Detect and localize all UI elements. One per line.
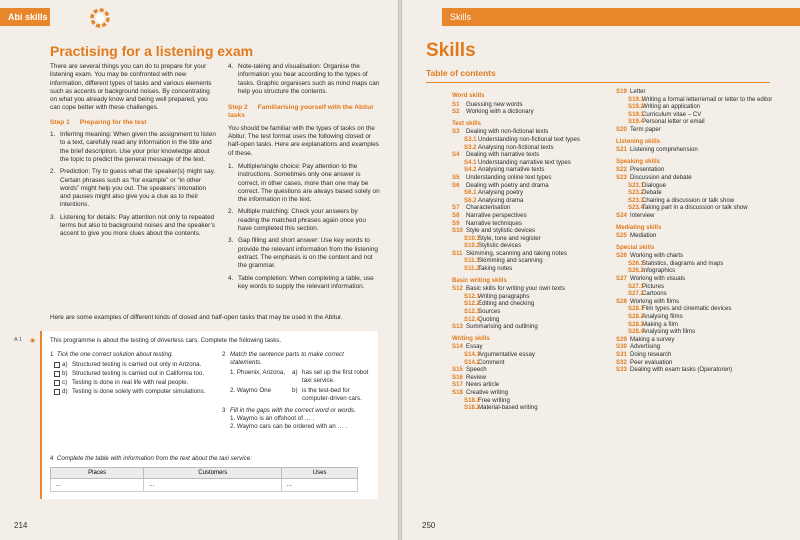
toc-entry[interactable]: S32 Peer evaluation bbox=[616, 358, 673, 366]
choice-option[interactable]: c) Testing is done in real life with real people. bbox=[54, 379, 210, 387]
gap-item: 1. Waymo is an offshoot of … . bbox=[230, 415, 315, 422]
list-item: 1. Multiple/single choice: Pay attention to the instructions. Sometimes only one answer is correct, in other cases, more than one may be correct. The questions are always based solely on the information in the text. bbox=[228, 162, 380, 204]
toc-entry[interactable]: S1 Guessing new words bbox=[452, 100, 523, 108]
skills-title: Skills bbox=[426, 40, 476, 61]
toc-entry[interactable]: S30 Advertising bbox=[616, 343, 661, 351]
checkbox[interactable] bbox=[54, 389, 60, 395]
toc-entry[interactable]: S5 Understanding online text types bbox=[452, 173, 552, 181]
toc-entry[interactable]: S28.1 Film types and cinematic devices bbox=[628, 305, 732, 313]
audio-reference: A 1 bbox=[14, 337, 22, 343]
completion-table bbox=[50, 467, 358, 492]
choice-option[interactable]: b) Structured testing is carried out in California too. bbox=[54, 370, 210, 378]
task1-number: 1 bbox=[50, 351, 54, 358]
toc-entry[interactable]: S6.1 Analysing poetry bbox=[464, 189, 524, 197]
toc-entry[interactable]: S10 Style and stylistic devices bbox=[452, 227, 536, 235]
right-column bbox=[228, 63, 380, 295]
toc-entry[interactable]: S8 Narrative perspectives bbox=[452, 211, 527, 219]
step2-number: Step 2 bbox=[228, 104, 248, 112]
toc-entry[interactable]: S11 Skimming, scanning and taking notes bbox=[452, 249, 567, 257]
toc-subtitle: Table of contents bbox=[426, 68, 496, 78]
toc-entry[interactable]: S19.4 Personal letter or email bbox=[628, 118, 705, 126]
match-left-2: 2. Waymo One bbox=[230, 387, 272, 394]
right-header-bar: Skills bbox=[442, 8, 800, 26]
list-item: 3. Listening for details: Pay attention not only to repeated terms but also to background noises and the speaker’s accent to give you more clues about the contents. bbox=[50, 213, 216, 238]
toc-section-heading: Special skills bbox=[616, 243, 655, 251]
toc-entry[interactable]: S23.3 Chairing a discussion or talk show bbox=[628, 196, 735, 204]
toc-entry[interactable]: S3.2 Analysing non-fictional texts bbox=[464, 143, 554, 151]
toc-entry[interactable]: S26.1 Statistics, diagrams and maps bbox=[628, 259, 724, 267]
toc-entry[interactable]: S23.1 Dialogue bbox=[628, 181, 667, 189]
list-item: 2. Prediction: Try to guess what the speaker(s) might say. Certain phrases such as “for example” or “in other words” might help you out. The speakers’ intonation and pauses might also give you a clue as to their intentions. bbox=[50, 168, 216, 209]
task1 bbox=[50, 351, 210, 397]
toc-section-heading: Speaking skills bbox=[616, 157, 661, 165]
left-column bbox=[50, 63, 216, 243]
list-item: 1. Inferring meaning: When given the assignment to listen to a text, carefully read any information in the title and the brief description. Use your prior knowledge about the topic to predict the general message of the text. bbox=[50, 131, 216, 163]
step2-list bbox=[228, 163, 380, 291]
task1-instruction: Tick the one correct solution about testing. bbox=[56, 351, 174, 358]
match-right-b: b) is the test-bed for computer-driven cars. bbox=[292, 387, 362, 402]
toc-entry[interactable]: S14.1 Argumentative essay bbox=[464, 351, 535, 358]
toc-entry[interactable]: S28 Working with films bbox=[616, 297, 679, 305]
toc-entry[interactable]: S4.1 Understanding narrative text types bbox=[464, 158, 571, 166]
step1-list bbox=[50, 131, 216, 239]
toc-entry[interactable]: S4 Dealing with narrative texts bbox=[452, 151, 540, 159]
divider bbox=[426, 82, 770, 83]
toc-entry[interactable]: S6.2 Analysing drama bbox=[464, 196, 524, 204]
toc-entry[interactable]: S19.2 Writing an application bbox=[628, 103, 701, 111]
gap-item: 2. Waymo cars can be ordered with an … . bbox=[230, 423, 348, 430]
toc-entry[interactable]: S6 Dealing with poetry and drama bbox=[452, 181, 549, 189]
toc-entry[interactable]: S20 Term paper bbox=[616, 125, 661, 133]
toc-entry[interactable]: S12 Basic skills for writing your own texts bbox=[452, 285, 565, 293]
right-page bbox=[402, 0, 800, 540]
toc-entry[interactable]: S12.1 Writing paragraphs bbox=[464, 292, 530, 300]
toc-section-heading: Text skills bbox=[452, 119, 482, 127]
toc-entry[interactable]: S14 Essay bbox=[452, 343, 483, 351]
toc-entry[interactable]: S23.2 Debate bbox=[628, 189, 662, 197]
toc-entry[interactable]: S7 Characterisation bbox=[452, 204, 511, 212]
table-header: Uses bbox=[282, 468, 358, 479]
step1-heading bbox=[50, 119, 216, 127]
task4 bbox=[50, 455, 252, 463]
task2-instruction: Match the sentence parts to make correct statements. bbox=[230, 351, 344, 366]
toc-entry[interactable]: S28.3 Making a film bbox=[628, 320, 678, 328]
toc-entry[interactable]: S31 Doing research bbox=[616, 351, 672, 358]
list-item: 4. Table completion: When completing a table, use key words to supply the relevant information. bbox=[228, 274, 374, 290]
toc-entry[interactable]: S33 Dealing with exam tasks (Operatoren) bbox=[616, 366, 733, 374]
toc-entry[interactable]: S12.4 Quoting bbox=[464, 315, 500, 323]
toc-entry[interactable]: S14.2 Comment bbox=[464, 358, 505, 366]
list-item: 3. Gap filling and short answer: Use key words to provide the relevant information from the listening extract. The emphasis is on the content and not the grammar. bbox=[228, 237, 378, 270]
toc-entry[interactable]: S29 Making a survey bbox=[616, 335, 675, 343]
toc-entry[interactable]: S3.1 Understanding non-fictional text types bbox=[464, 135, 580, 143]
toc-entry[interactable]: S21 Listening comprehension bbox=[616, 146, 698, 154]
toc-entry[interactable]: S19.3 Curriculum vitae – CV bbox=[628, 110, 702, 118]
toc-column-2 bbox=[616, 88, 776, 374]
toc-entry[interactable]: S19.1 Writing a formal letter/email or letter to the editor bbox=[628, 95, 773, 103]
step2-heading bbox=[228, 104, 380, 121]
toc-entry[interactable]: S24 Interview bbox=[616, 211, 655, 219]
toc-entry[interactable]: S10.1 Style, tone and register bbox=[464, 234, 541, 242]
table-row bbox=[51, 479, 358, 492]
toc-section-heading: Mediating skills bbox=[616, 223, 662, 231]
toc-entry[interactable]: S13 Summarising and outlining bbox=[452, 323, 538, 331]
task2-number: 2 bbox=[222, 351, 226, 358]
choice-option[interactable]: a) Structured testing is carried out only in Arizona. bbox=[54, 361, 210, 369]
table-cell[interactable]: … bbox=[282, 479, 358, 492]
task3-instruction: Fill in the gaps with the correct word or words. bbox=[230, 407, 356, 414]
toc-entry[interactable]: S11.2 Taking notes bbox=[464, 265, 513, 273]
match-left-1: 1. Phoenix, Arizona, bbox=[230, 369, 286, 376]
programme-text: This programme is about the testing of driverless cars. Complete the following tasks. bbox=[50, 337, 282, 344]
left-page bbox=[0, 0, 398, 540]
toc-section-heading: Listening skills bbox=[616, 137, 661, 145]
toc-entry[interactable]: S12.3 Sources bbox=[464, 308, 501, 316]
toc-entry[interactable]: S18 Creative writing bbox=[452, 388, 508, 396]
page-number: 250 bbox=[422, 521, 436, 530]
toc-section-heading: Basic writing skills bbox=[452, 276, 507, 284]
toc-entry[interactable]: S16 Review bbox=[452, 373, 486, 381]
toc-entry[interactable]: S2 Working with a dictionary bbox=[452, 108, 534, 116]
toc-entry[interactable]: S18.1 Free writing bbox=[464, 396, 510, 404]
toc-entry[interactable]: S23.4 Taking part in a discussion or talk show bbox=[628, 204, 748, 212]
toc-entry[interactable]: S27 Working with visuals bbox=[616, 275, 686, 283]
item4-list bbox=[228, 63, 380, 96]
list-item: 4. Note-taking and visualisation: Organise the information you hear according to the types of tasks. Graphic organisers such as mind maps can help you structure the contents. bbox=[228, 63, 380, 95]
toc-entry[interactable]: S28.2 Analysing films bbox=[628, 313, 683, 321]
toc-entry[interactable]: S27.2 Cartoons bbox=[628, 290, 667, 298]
toc-entry[interactable]: S11.1 Skimming and scanning bbox=[464, 257, 543, 265]
checkbox[interactable] bbox=[54, 380, 60, 386]
examples-intro: Here are some examples of different kinds of closed and half-open tasks that may be used in the Abitur. bbox=[50, 314, 343, 321]
toc-entry[interactable]: S9 Narrative techniques bbox=[452, 219, 522, 227]
intro-paragraph: There are several things you can do to prepare for your listening exam. You may be confronted with new information, different types of tasks and various elements such as accents or background noises. By concentrating on what you already know and being well prepared, you can cope better with these challenges. bbox=[50, 63, 212, 112]
toc-entry[interactable]: S18.2 Material-based writing bbox=[464, 404, 538, 412]
table-header: Places bbox=[51, 468, 144, 479]
toc-entry[interactable]: S17 News article bbox=[452, 381, 500, 389]
table-header: Customers bbox=[144, 468, 282, 479]
match-right-a: a) has set up the first robot taxi service. bbox=[292, 369, 369, 384]
page-number: 214 bbox=[14, 521, 28, 530]
toc-entry[interactable]: S12.2 Editing and checking bbox=[464, 300, 535, 308]
toc-entry[interactable]: S26 Working with charts bbox=[616, 252, 684, 260]
page-title: Practising for a listening exam bbox=[50, 43, 254, 59]
toc-entry[interactable]: S15 Speech bbox=[452, 366, 487, 374]
choice-option[interactable]: d) Testing is done solely with computer simulations. bbox=[54, 388, 210, 396]
task4-instruction: Complete the table with information from the text about the taxi service: bbox=[56, 455, 252, 462]
left-header-tab: Abi skills bbox=[0, 8, 50, 26]
step1-number: Step 1 bbox=[50, 118, 70, 126]
toc-entry[interactable]: S4.2 Analysing narrative texts bbox=[464, 166, 545, 174]
checkbox[interactable] bbox=[54, 371, 60, 377]
speaker-icon[interactable]: ◉ bbox=[30, 338, 36, 344]
toc-entry[interactable]: S3 Dealing with non-fictional texts bbox=[452, 128, 549, 136]
list-item: 2. Multiple matching: Check your answers by reading the matched phrases again once you have completed this section. bbox=[228, 208, 366, 233]
toc-entry[interactable]: S23 Discussion and debate bbox=[616, 173, 692, 181]
checkbox[interactable] bbox=[54, 362, 60, 368]
gear-logo-icon bbox=[88, 6, 112, 30]
toc-entry[interactable]: S27.1 Pictures bbox=[628, 282, 665, 290]
table-cell[interactable]: … bbox=[51, 479, 144, 492]
task2 bbox=[222, 351, 372, 431]
step2-title: Familiarising yourself with the Abitur tasks bbox=[228, 104, 374, 120]
step1-title: Preparing for the test bbox=[79, 118, 147, 126]
toc-entry[interactable]: S10.2 Stylistic devices bbox=[464, 242, 522, 250]
toc-column-1 bbox=[452, 88, 612, 412]
toc-entry[interactable]: S26.2 Infographics bbox=[628, 267, 676, 275]
table-cell[interactable]: … bbox=[144, 479, 282, 492]
step2-intro: You should be familiar with the types of tasks on the Abitur. The test format uses the following closed or half-open tasks. Here are explanations and examples of these. bbox=[228, 124, 379, 157]
toc-section-heading: Writing skills bbox=[452, 334, 490, 342]
task3-number: 3 bbox=[222, 407, 226, 414]
task4-number: 4 bbox=[50, 455, 54, 462]
toc-entry[interactable]: S19 Letter bbox=[616, 88, 646, 95]
toc-entry[interactable]: S22 Presentation bbox=[616, 166, 665, 174]
toc-entry[interactable]: S28.4 Analysing with films bbox=[628, 328, 696, 336]
toc-section-heading: Word skills bbox=[452, 92, 485, 99]
toc-entry[interactable]: S25 Mediation bbox=[616, 232, 657, 240]
